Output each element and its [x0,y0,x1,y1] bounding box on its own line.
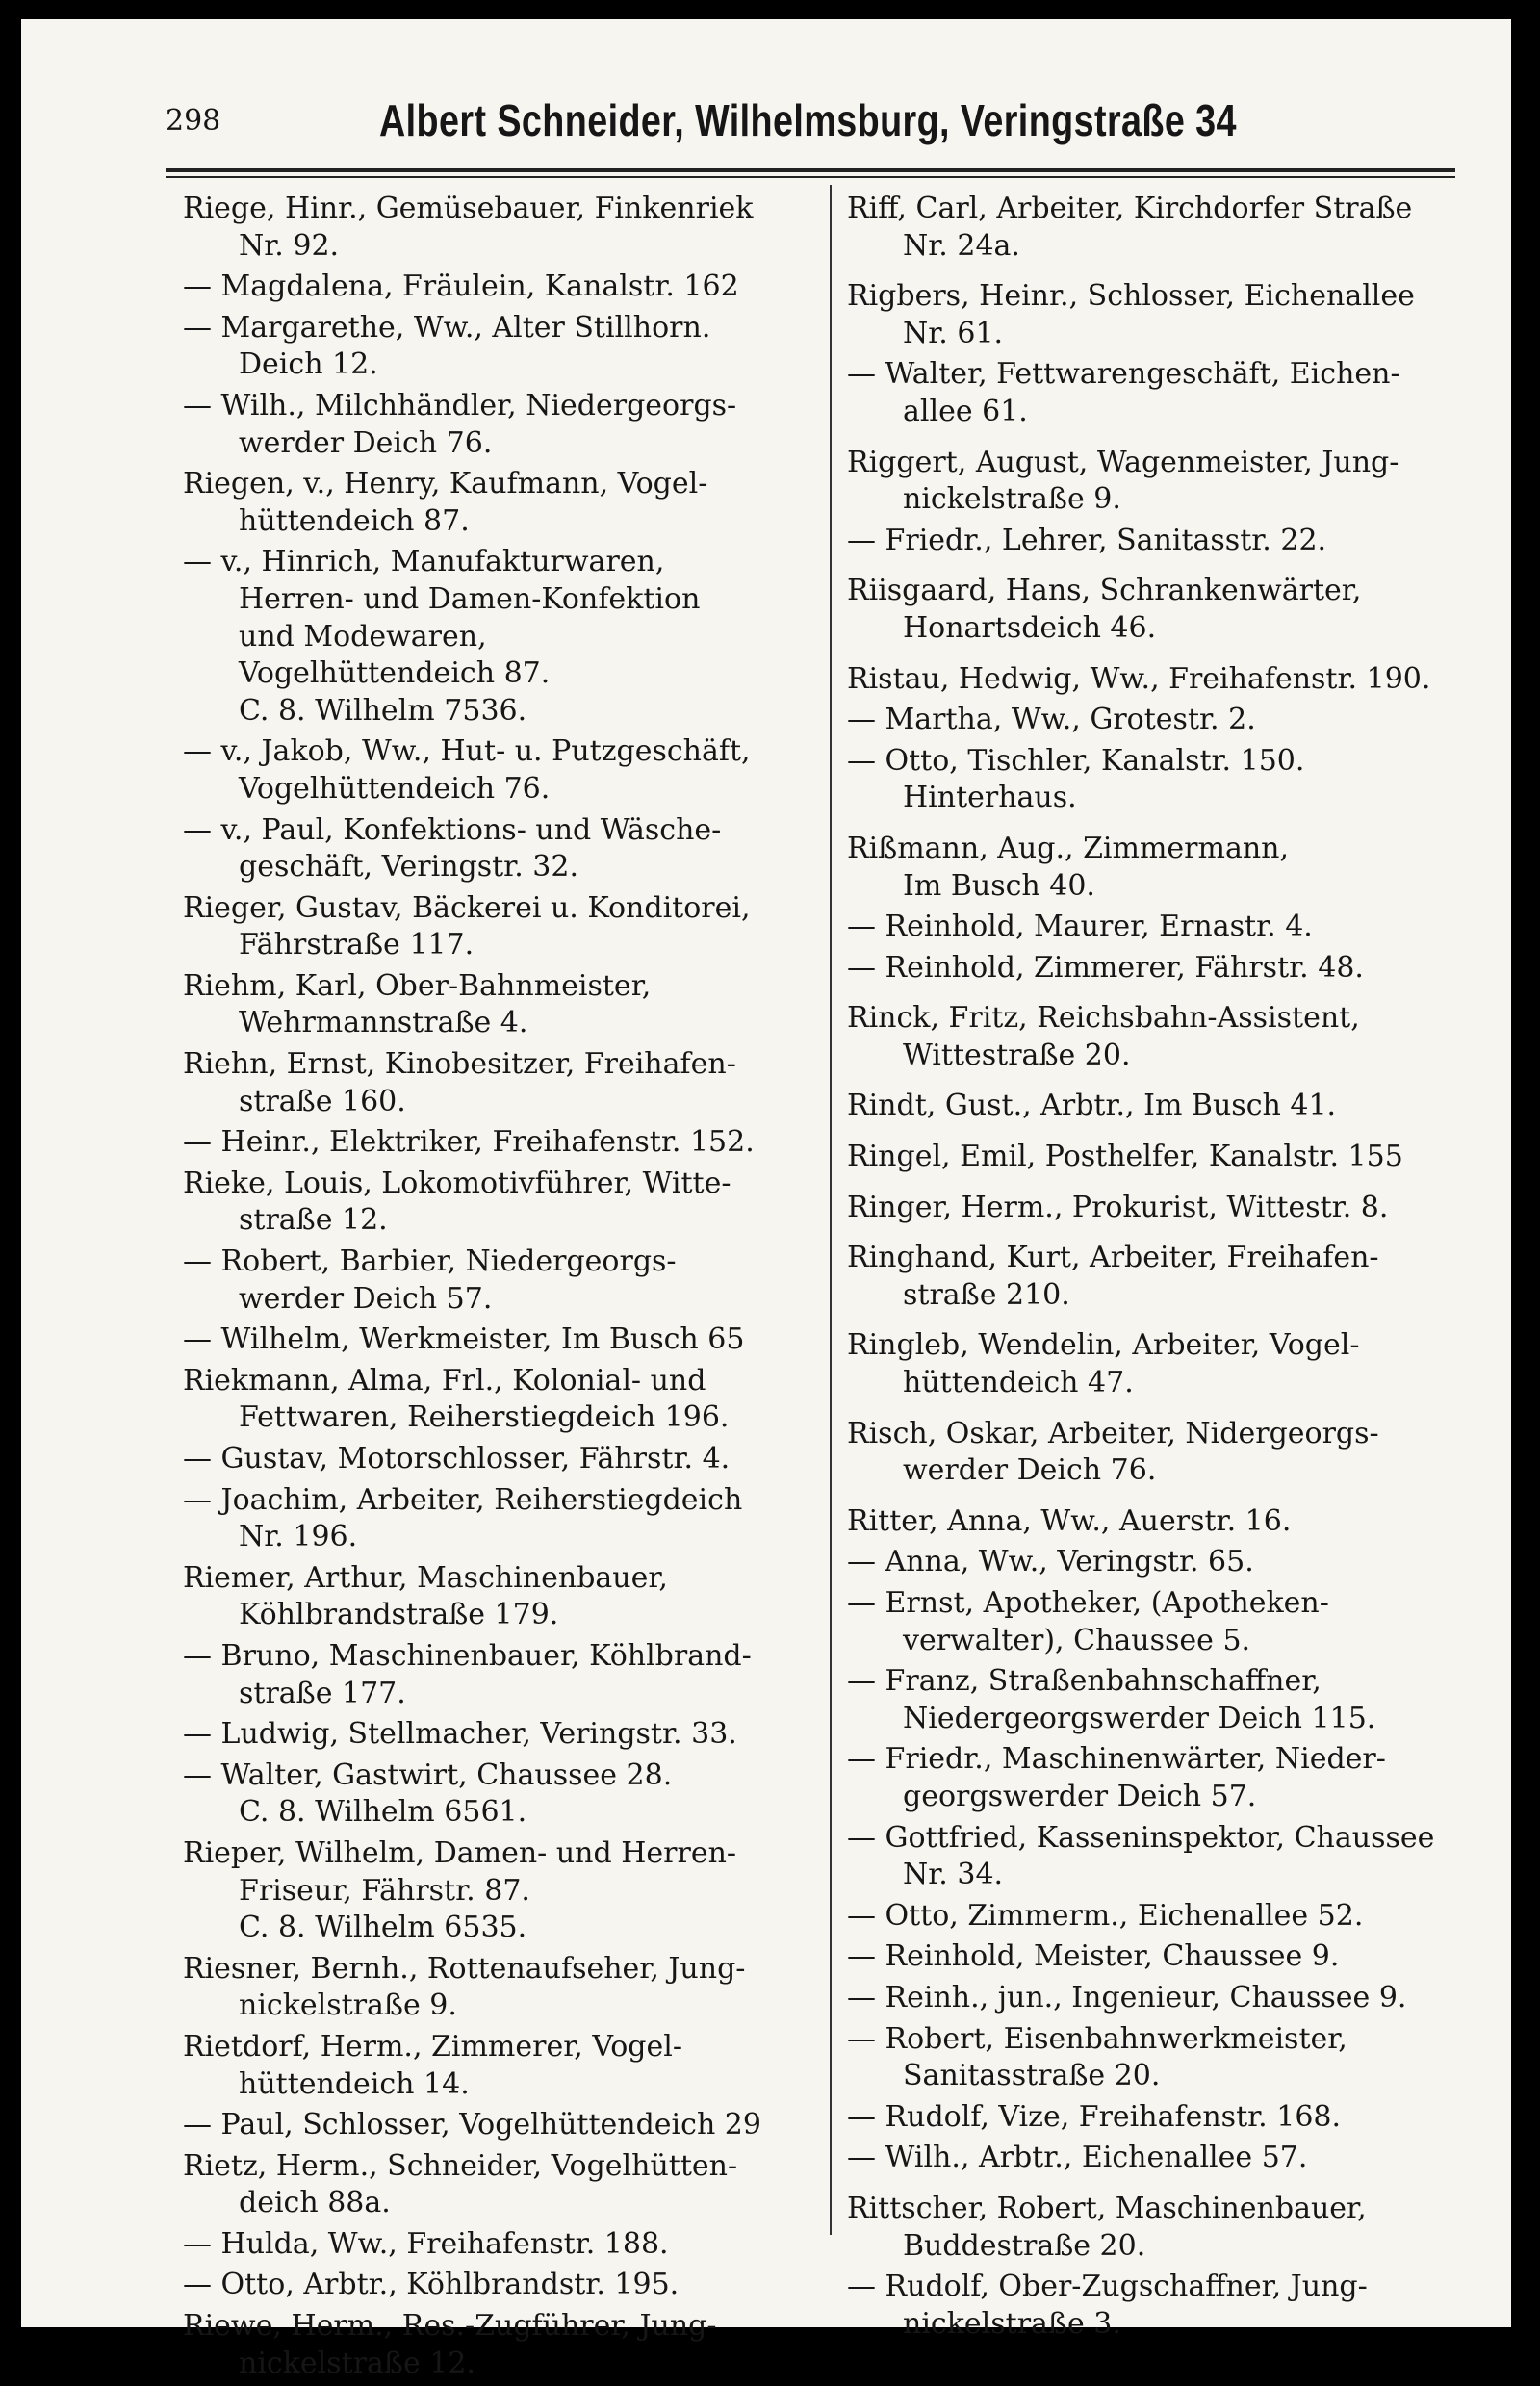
directory-entry [183,544,808,730]
entry-continuation-line: Wehrmannstraße 4. [239,1006,528,1040]
directory-entry [847,445,1453,519]
entry-line: Riemer, Arthur, Maschinenbauer, [183,1560,668,1595]
directory-entry [183,968,808,1042]
entry-continuation-line: Nr. 34. [903,1858,1004,1892]
entry-continuation-line: Wittestraße 20. [903,1038,1131,1072]
entry-line: — Rudolf, Vize, Freihafenstr. 168. [847,2099,1342,2134]
entry-continuation-line: C. 8. Wilhelm 6535. [239,1911,527,1945]
directory-entry [847,909,1453,946]
entry-continuation-line: Friseur, Fährstr. 87. [239,1873,530,1908]
entry-continuation-line: Nr. 61. [903,316,1004,350]
entry-continuation-line: C. 8. Wilhelm 7536. [239,693,527,728]
entry-line: — Ernst, Apotheker, (Apotheken- [847,1586,1329,1620]
entry-line: Rigbers, Heinr., Schlosser, Eichenallee [847,279,1415,314]
entry-continuation-line: Im Busch 40. [903,868,1095,903]
entry-continuation-line: hüttendeich 87. [239,503,470,538]
directory-entry [847,661,1453,699]
entry-line: — Robert, Barbier, Niedergeorgs- [183,1244,677,1279]
directory-entry [847,1980,1453,2017]
directory-entry [183,1244,808,1318]
directory-entry [847,743,1453,817]
directory-entry [183,388,808,462]
entry-continuation-line: Nr. 92. [239,228,340,263]
entry-continuation-line: straße 210. [903,1277,1070,1312]
header-rule [166,168,1455,172]
directory-entry [847,1544,1453,1581]
entry-line: — Margarethe, Ww., Alter Stillhorn. [183,310,711,345]
entry-line: — Reinh., jun., Ingenieur, Chaussee 9. [847,1980,1407,2014]
directory-entry [847,2269,1453,2343]
entry-line: Rieke, Louis, Lokomotivführer, Witte- [183,1166,732,1200]
directory-entry [847,1820,1453,1894]
entry-continuation-line: werder Deich 76. [903,1453,1157,1488]
entry-line: Ringer, Herm., Prokurist, Wittestr. 8. [847,1190,1389,1224]
entry-continuation-line: straße 177. [239,1676,406,1710]
entry-line: — Joachim, Arbeiter, Reiherstiegdeich [183,1482,743,1517]
entry-line: — Hulda, Ww., Freihafenstr. 188. [183,2226,669,2261]
entry-line: Ristau, Hedwig, Ww., Freihafenstr. 190. [847,661,1431,696]
directory-entry [847,1000,1453,1074]
directory-entry [847,831,1453,905]
entry-continuation-line: nickelstraße 9. [239,1988,457,2023]
directory-entry [847,950,1453,988]
entry-line: — Friedr., Maschinenwärter, Nieder- [847,1742,1386,1777]
entry-continuation-line: werder Deich 76. [239,425,493,460]
entry-line: Riewe, Herm., Res.-Zugführer, Jung- [183,2309,717,2344]
right-column [847,191,1453,2347]
directory-entry [183,1757,808,1832]
entry-line: — Martha, Ww., Grotestr. 2. [847,703,1256,737]
directory-entry [183,310,808,384]
directory-entry [847,2099,1453,2137]
entry-line: Rieper, Wilhelm, Damen- und Herren- [183,1835,737,1870]
entry-line: — Heinr., Elektriker, Freihafenstr. 152. [183,1125,755,1160]
entry-continuation-line: werder Deich 57. [239,1281,493,1316]
running-header-title: Albert Schneider, Wilhelmsburg, Veringstraße 34 [379,95,1237,145]
page-number: 298 [166,104,221,138]
entry-line: — Robert, Eisenbahnwerkmeister, [847,2021,1348,2056]
entry-continuation-line: geschäft, Veringstr. 32. [239,850,578,885]
entry-continuation-line: Herren- und Damen-Konfektion [239,581,701,616]
entry-continuation-line: Köhlbrandstraße 179. [239,1598,559,1632]
directory-entry [183,1046,808,1120]
entry-line: — Walter, Fettwarengeschäft, Eichen- [847,357,1400,392]
directory-entry [183,2029,808,2103]
directory-entry [183,1124,808,1162]
entry-continuation-line: Fährstraße 117. [239,928,475,962]
directory-entry [847,1938,1453,1976]
entry-line: Riehn, Ernst, Kinobesitzer, Freihafen- [183,1047,736,1082]
entry-line: Riff, Carl, Arbeiter, Kirchdorfer Straße [847,192,1413,225]
directory-entry [847,702,1453,739]
directory-entry [183,2267,808,2304]
entry-line: Rietdorf, Herm., Zimmerer, Vogel- [183,2029,682,2064]
entry-continuation-line: straße 160. [239,1084,406,1118]
entry-line: — Gottfried, Kasseninspektor, Chaussee [847,1820,1435,1855]
header-rule-thin [166,176,1455,178]
entry-line: Ritter, Anna, Ww., Auerstr. 16. [847,1503,1292,1538]
entry-line: Rietz, Herm., Schneider, Vogelhütten- [183,2148,738,2183]
directory-entry [847,1240,1453,1314]
entry-line: Riggert, August, Wagenmeister, Jung- [847,445,1399,479]
directory-entry [183,191,808,265]
entry-continuation-line: hüttendeich 14. [239,2066,470,2101]
entry-continuation-line: Nr. 24a. [903,228,1020,263]
entry-continuation-line: straße 12. [239,1203,388,1238]
entry-line: Rittscher, Robert, Maschinenbauer, [847,2191,1367,2225]
entry-line: Ringhand, Kurt, Arbeiter, Freihafen- [847,1241,1379,1275]
directory-entry [847,191,1453,265]
directory-entry [847,1741,1453,1815]
directory-entry [183,1835,808,1947]
entry-continuation-line: und Modewaren, [239,619,487,654]
entry-continuation-line: verwalter), Chaussee 5. [903,1623,1251,1657]
directory-entry [847,1503,1453,1541]
directory-entry [847,1190,1453,1227]
entry-line: Riegen, v., Henry, Kaufmann, Vogel- [183,467,708,501]
entry-continuation-line: deich 88a. [239,2186,391,2220]
directory-entry [847,1898,1453,1936]
directory-entry [847,1327,1453,1401]
directory-entry [847,573,1453,647]
entry-continuation-line: nickelstraße 12. [239,2346,475,2380]
directory-entry [183,1560,808,1634]
directory-entry [183,1638,808,1712]
entry-continuation-line: georgswerder Deich 57. [903,1779,1257,1813]
directory-entry [183,812,808,886]
left-column [183,191,808,2386]
entry-line: — Otto, Tischler, Kanalstr. 150. [847,743,1305,778]
entry-line: — Otto, Arbtr., Köhlbrandstr. 195. [183,2268,680,2302]
directory-entry [183,269,808,306]
entry-continuation-line: nickelstraße 3. [903,2306,1121,2341]
entry-line: Riehm, Karl, Ober-Bahnmeister, [183,968,652,1003]
entry-line: — Wilh., Arbtr., Eichenallee 57. [847,2141,1308,2175]
entry-line: — Anna, Ww., Veringstr. 65. [847,1545,1254,1579]
directory-entry [847,356,1453,430]
entry-line: — Walter, Gastwirt, Chaussee 28. [183,1757,673,1792]
directory-entry [847,1139,1453,1176]
entry-line: Ringel, Emil, Posthelfer, Kanalstr. 155 [847,1140,1403,1174]
entry-line: — Reinhold, Zimmerer, Fährstr. 48. [847,950,1364,985]
directory-entry [847,1088,1453,1125]
entry-continuation-line: Hinterhaus. [903,781,1077,815]
directory-entry [183,2226,808,2264]
directory-entry [183,1363,808,1437]
entry-line: Ringleb, Wendelin, Arbeiter, Vogel- [847,1328,1360,1363]
directory-entry [183,1166,808,1240]
directory-entry [183,2148,808,2222]
entry-continuation-line: Nr. 196. [239,1520,358,1554]
entry-line: — Paul, Schlosser, Vogelhüttendeich 29 [183,2108,761,2142]
directory-entry [183,2107,808,2144]
directory-entry [183,466,808,540]
entry-line: Rißmann, Aug., Zimmermann, [847,831,1290,865]
entry-line: — Rudolf, Ober-Zugschaffner, Jung- [847,2270,1368,2304]
column-divider [830,185,832,2235]
entry-line: — Reinhold, Meister, Chaussee 9. [847,1939,1340,1974]
entry-continuation-line: Buddestraße 20. [903,2228,1146,2263]
entry-continuation-line: Honartsdeich 46. [903,610,1157,645]
entry-line: Risch, Oskar, Arbeiter, Nidergeorgs- [847,1416,1379,1450]
entry-continuation-line: C. 8. Wilhelm 6561. [239,1795,527,1830]
entry-line: — v., Hinrich, Manufakturwaren, [183,545,665,579]
directory-entry [847,1416,1453,1490]
entry-continuation-line: Niedergeorgswerder Deich 115. [903,1701,1376,1735]
entry-line: Riege, Hinr., Gemüsebauer, Finkenriek [183,192,754,225]
directory-entry [183,733,808,808]
entry-line: Riesner, Bernh., Rottenaufseher, Jung- [183,1951,746,1986]
entry-line: — Wilhelm, Werkmeister, Im Busch 65 [183,1322,745,1357]
entry-line: — Ludwig, Stellmacher, Veringstr. 33. [183,1717,737,1752]
entry-line: Rinck, Fritz, Reichsbahn-Assistent, [847,1001,1360,1036]
directory-entry [847,2191,1453,2265]
entry-line: — Otto, Zimmerm., Eichenallee 52. [847,1898,1364,1933]
entry-line: — Bruno, Maschinenbauer, Köhlbrand- [183,1638,752,1673]
directory-entry [183,1321,808,1359]
entry-line: Rindt, Gust., Arbtr., Im Busch 41. [847,1089,1337,1123]
entry-line: Rieger, Gustav, Bäckerei u. Konditorei, [183,890,751,925]
entry-line: Riekmann, Alma, Frl., Kolonial- und [183,1363,706,1398]
entry-line: — Friedr., Lehrer, Sanitasstr. 22. [847,523,1327,557]
entry-line: — Gustav, Motorschlosser, Fährstr. 4. [183,1442,731,1475]
entry-continuation-line: Sanitasstraße 20. [903,2059,1161,2093]
directory-entry [183,890,808,964]
entry-line: — v., Jakob, Ww., Hut- u. Putzgeschäft, [183,734,751,769]
directory-entry [847,1585,1453,1659]
entry-continuation-line: Deich 12. [239,347,378,382]
directory-entry [183,2308,808,2382]
entry-line: — Wilh., Milchhändler, Niedergeorgs- [183,388,737,423]
entry-continuation-line: Vogelhüttendeich 87. [239,656,551,691]
directory-entry [847,278,1453,352]
directory-entry [847,2140,1453,2177]
directory-entry [847,1663,1453,1737]
entry-continuation-line: Fettwaren, Reiherstiegdeich 196. [239,1400,730,1435]
entry-line: — v., Paul, Konfektions- und Wäsche- [183,812,722,847]
entry-continuation-line: Vogelhüttendeich 76. [239,771,551,806]
directory-page [21,19,1511,2380]
entry-line: — Reinhold, Maurer, Ernastr. 4. [847,910,1313,944]
entry-continuation-line: allee 61. [903,394,1028,428]
directory-entry [847,2021,1453,2095]
entry-line: Riisgaard, Hans, Schrankenwärter, [847,574,1362,608]
entry-continuation-line: hüttendeich 47. [903,1366,1134,1400]
directory-entry [183,1951,808,2025]
directory-entry [847,523,1453,560]
directory-entry [183,1441,808,1478]
directory-entry [183,1482,808,1556]
entry-continuation-line: nickelstraße 9. [903,482,1121,517]
entry-line: — Franz, Straßenbahnschaffner, [847,1664,1322,1699]
entry-line: — Magdalena, Fräulein, Kanalstr. 162 [183,269,739,304]
directory-entry [183,1716,808,1754]
